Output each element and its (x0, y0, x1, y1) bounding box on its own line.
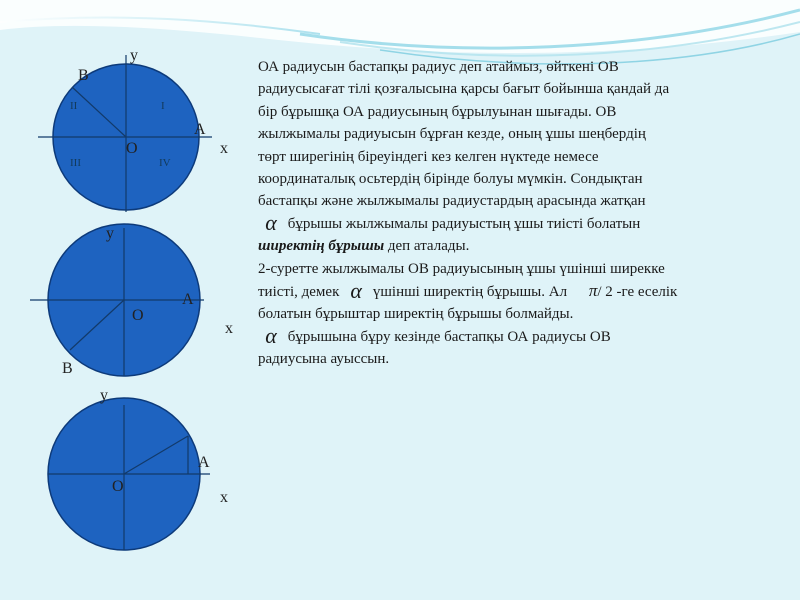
text-line: тиісті, демек (258, 284, 340, 301)
x-label-3: x (220, 489, 228, 506)
text-line: радиусына ауыссын. (258, 351, 390, 368)
term-quadrant-angle: ширектің бұрышы (258, 238, 385, 255)
alpha-symbol: α (265, 322, 277, 348)
y-label-1: y (130, 47, 138, 64)
quadrant-iii-label: III (70, 157, 81, 169)
fraction-text: / 2 (597, 284, 613, 301)
point-b-label-1: B (78, 67, 89, 84)
text-line: үшінші ширектің бұрышы. Ал (372, 284, 568, 301)
explanation-text (258, 56, 788, 371)
point-a-label-2: A (182, 291, 194, 308)
quadrant-iv-label: IV (159, 157, 171, 169)
paragraph-3 (258, 322, 788, 371)
alpha-symbol: α (350, 278, 362, 304)
text-line: болатын бұрыштар ширектің бұрышы болмайды. (258, 306, 574, 323)
paragraph-1 (258, 56, 788, 258)
text-line: -ге еселік (616, 284, 678, 301)
text-line: бастапқы және жылжымалы радиустардың арасында жатқан (258, 193, 646, 210)
circle-diagram-1 (38, 47, 228, 212)
quadrant-ii-label: II (70, 100, 78, 112)
point-a-label-1: A (194, 121, 206, 138)
x-label-2: x (225, 320, 233, 337)
text-line: координаталық осьтердің бірінде болуы мүмкін. Сондықтан (258, 171, 643, 188)
point-a-label-3: A (198, 454, 210, 471)
origin-label-3: O (112, 478, 124, 495)
text-line: деп аталады. (384, 238, 470, 255)
pi-symbol: π (588, 281, 598, 301)
x-label-1: x (220, 140, 228, 157)
origin-label-1: O (126, 140, 138, 157)
text-line: бір бұрышқа ОА радиусының бұрылуынан шығады. ОВ (258, 103, 617, 120)
text-line: радиусысағат тілі қозғалысына қарсы бағыт бойынша қандай да (258, 81, 670, 98)
y-label-2: y (106, 225, 114, 242)
text-line: төрт ширегінің біреуіндегі кез келген нүктеде немесе (258, 148, 599, 165)
y-label-3: y (100, 387, 108, 404)
text-line: бұрышына бұру кезінде бастапқы ОА радиусы ОВ (287, 328, 611, 345)
quadrant-i-label: I (161, 100, 165, 112)
point-b-label-2: B (62, 360, 73, 377)
text-line: 2-суретте жылжымалы ОВ радиуысының ұшы үшінші ширекке (258, 260, 665, 277)
paragraph-2 (258, 258, 788, 326)
alpha-symbol: α (265, 209, 277, 235)
circle-diagram-3 (48, 387, 228, 550)
circle-diagram-2 (30, 224, 233, 377)
origin-label-2: O (132, 307, 144, 324)
text-line: ОА радиусын бастапқы радиус деп атаймыз, өйткені ОВ (258, 59, 619, 75)
text-line: жылжымалы радиуысын бұрған кезде, оның ұшы шеңбердің (258, 126, 646, 143)
text-line: бұрышы жылжымалы радиуыстың ұшы тиісті болатын (287, 215, 641, 232)
